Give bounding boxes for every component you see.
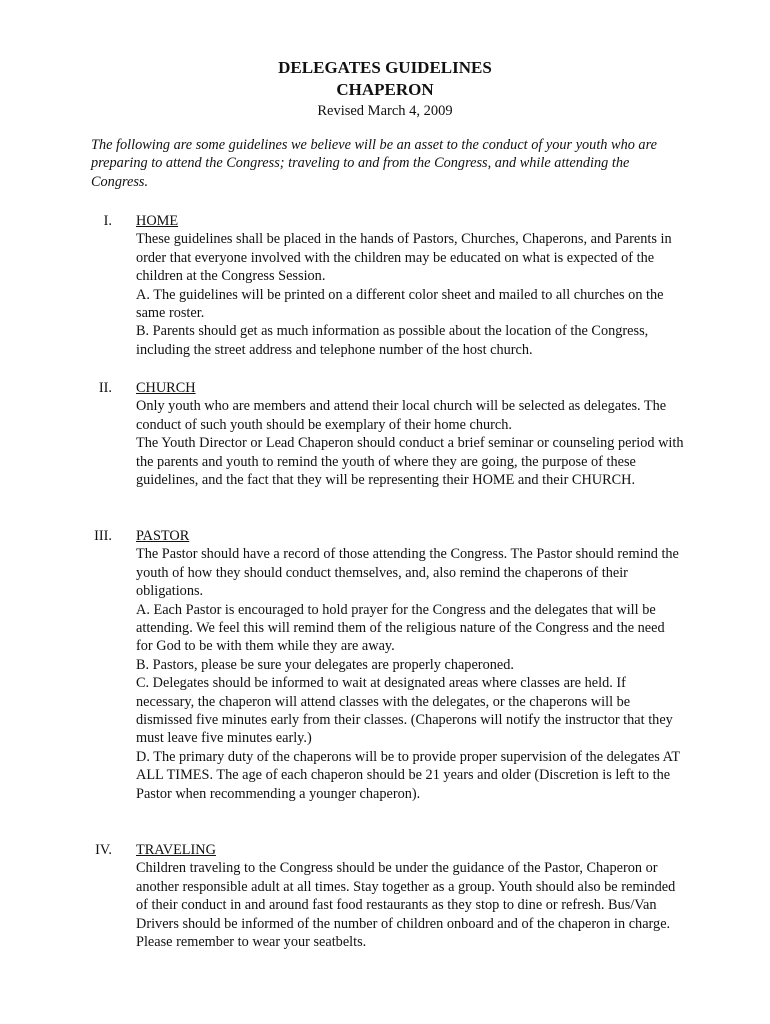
section-paragraph: B. Parents should get as much information as possible about the location of the Congress, including the street address and telephone number of the host church. xyxy=(136,323,649,358)
section-heading: HOME xyxy=(136,213,179,229)
revised-date: Revised March 4, 2009 xyxy=(317,103,453,119)
section-number: IV. xyxy=(95,842,112,858)
section-body xyxy=(136,527,684,803)
section-number: III. xyxy=(94,528,112,544)
section-body xyxy=(136,841,684,951)
section-number: I. xyxy=(103,213,112,229)
document-title: DELEGATES GUIDELINES xyxy=(278,58,492,77)
section-paragraph: The Youth Director or Lead Chaperon should conduct a brief seminar or counseling period with the parents and youth to remind the youth of where they are going, the purpose of these guidelines, and the fact that they will be representing their HOME and their CHURCH. xyxy=(136,435,684,489)
section-heading: PASTOR xyxy=(136,528,190,544)
section-paragraph: C. Delegates should be informed to wait at designated areas where classes are held. If necessary, the chaperon will attend classes with the delegates, or the chaperons will be dismissed five minutes early from their classes. (Chaperons will notify the instructor that they must leave five minutes early.) xyxy=(136,675,673,747)
section-body xyxy=(136,379,684,489)
section-paragraph: These guidelines shall be placed in the hands of Pastors, Churches, Chaperons, and Parents in order that everyone involved with the children may be educated on what is expected of the children at the Congress Session. xyxy=(136,231,672,285)
section-paragraph: Children traveling to the Congress should be under the guidance of the Pastor, Chaperon or another responsible adult at all times. Stay together as a group. Youth should also be reminded of their conduct in and around fast food restaurants as they stop to dine or refresh. Bus/Van Drivers should be informed of the number of children onboard and of the chaperon in charge. Please remember to wear your seatbelts. xyxy=(136,860,676,951)
section-heading: TRAVELING xyxy=(136,842,216,858)
document-subtitle: CHAPERON xyxy=(336,80,434,99)
section-paragraph: D. The primary duty of the chaperons will be to provide proper supervision of the delegates AT ALL TIMES. The age of each chaperon should be 21 years and older (Discretion is left to the Pastor when recommending a younger chaperon). xyxy=(136,748,680,802)
section-paragraph: A. The guidelines will be printed on a different color sheet and mailed to all churches on the same roster. xyxy=(136,286,664,322)
section-paragraph: The Pastor should have a record of those attending the Congress. The Pastor should remind the youth of how they should conduct themselves, and, also remind the chaperons of their obligations. xyxy=(136,546,679,600)
section-heading: CHURCH xyxy=(136,380,196,396)
section-paragraph: A. Each Pastor is encouraged to hold prayer for the Congress and the delegates that will be attending. We feel this will remind them of the religious nature of the Congress and the need for God to be with them while they are away. xyxy=(136,601,665,655)
section-paragraph: B. Pastors, please be sure your delegates are properly chaperoned. xyxy=(136,656,514,673)
section-number: II. xyxy=(98,380,112,396)
section-paragraph: Only youth who are members and attend their local church will be selected as delegates. The conduct of such youth should be exemplary of their home church. xyxy=(136,398,667,433)
section-body xyxy=(136,212,684,359)
intro-paragraph: The following are some guidelines we believe will be an asset to the conduct of your youth who are preparing to attend the Congress; traveling to and from the Congress, and while attending the Congress. xyxy=(91,137,657,190)
